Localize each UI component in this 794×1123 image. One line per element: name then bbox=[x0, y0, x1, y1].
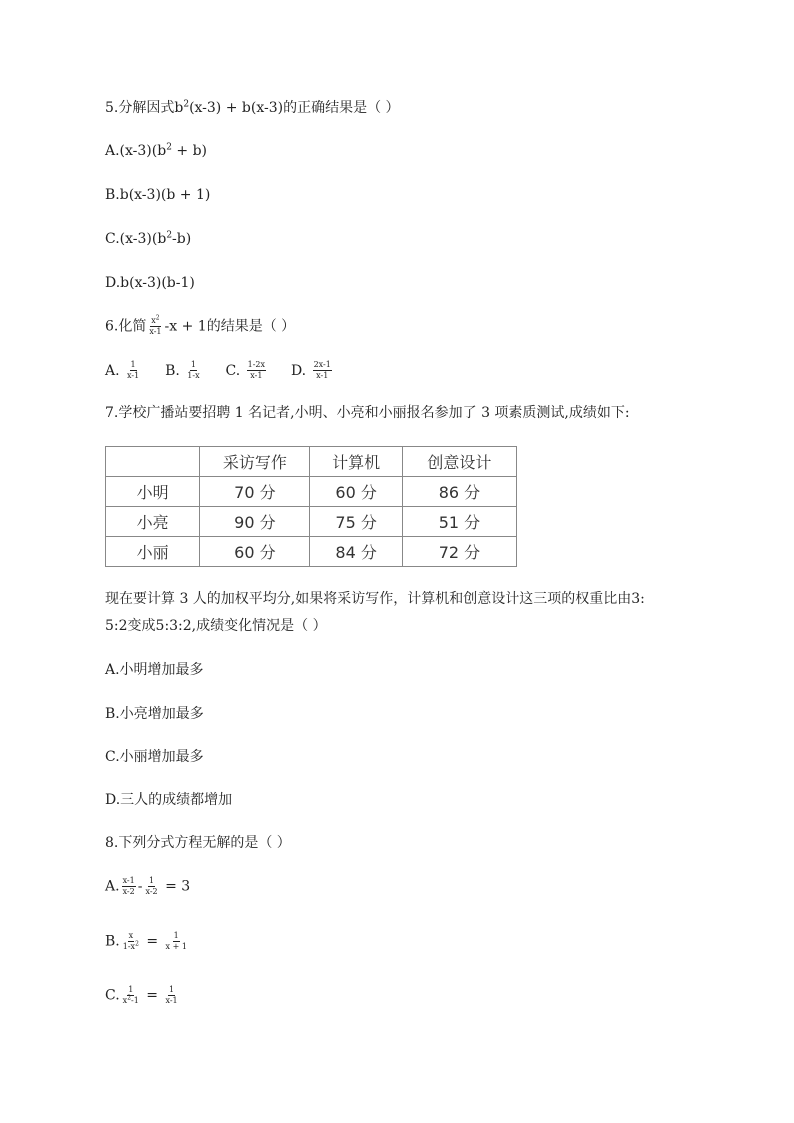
q6-option-d: D. $\frac{2x-1}{x-1}$ bbox=[290, 360, 331, 380]
q6-option-a: A. $\frac{1}{x-1}$ bbox=[105, 360, 140, 380]
q5-option-a: $A.(x-3)(b^2 + b)$ bbox=[105, 142, 207, 159]
table-header-cell: 创意设计 bbox=[402, 447, 516, 477]
q6-stem: 6.化简 $\frac{x^2}{x-1}$ -x + 1的结果是（ ） bbox=[105, 314, 296, 336]
table-header-cell: 采访写作 bbox=[200, 447, 310, 477]
table-cell: 小明 bbox=[106, 477, 200, 507]
q5-stem: 5.分解因式$b^2(x-3) + b(x-3)$的正确结果是（ ） bbox=[105, 99, 400, 116]
q5-option-d: D.b(x-3)(b-1) bbox=[105, 275, 195, 291]
q5-option-c: $C.(x-3)(b^2-b)$ bbox=[105, 230, 192, 247]
q7-option-a: A.小明增加最多 bbox=[105, 662, 204, 678]
q8-option-c: C. $\frac{1}{x^2-1}$ = $\frac{1}{x-1}$ bbox=[105, 985, 178, 1005]
q7-stem: 7.学校广播站要招聘 1 名记者,小明、小亮和小丽报名参加了 3 项素质测试,成绩如下: bbox=[105, 405, 630, 421]
q7-option-d: D.三人的成绩都增加 bbox=[105, 792, 233, 808]
table-cell: 90 分 bbox=[200, 507, 310, 537]
table-cell: 84 分 bbox=[310, 537, 402, 567]
table-cell: 51 分 bbox=[402, 507, 516, 537]
q7-paragraph-line2: 5:2变成5:3:2,成绩变化情况是（ ） bbox=[105, 618, 327, 634]
q6-options bbox=[105, 360, 334, 381]
table-cell: 小丽 bbox=[106, 537, 200, 567]
score-table bbox=[105, 446, 517, 567]
table-header-row bbox=[106, 447, 517, 477]
table-header-cell: 计算机 bbox=[310, 447, 402, 477]
table-row bbox=[106, 507, 517, 537]
q6-option-c: C. $\frac{1-2x}{x-1}$ bbox=[225, 360, 266, 380]
q7-option-c: C.小丽增加最多 bbox=[105, 749, 204, 765]
table-cell: 86 分 bbox=[402, 477, 516, 507]
table-row bbox=[106, 477, 517, 507]
q8-stem: 8.下列分式方程无解的是（ ） bbox=[105, 835, 291, 851]
table-header-cell bbox=[106, 447, 200, 477]
table-cell: 70 分 bbox=[200, 477, 310, 507]
q6-stem-fraction: $\frac{x^2}{x-1}$ bbox=[149, 314, 162, 336]
q7-option-b: B.小亮增加最多 bbox=[105, 706, 204, 722]
table-row bbox=[106, 537, 517, 567]
table-cell: 60 分 bbox=[200, 537, 310, 567]
table-cell: 72 分 bbox=[402, 537, 516, 567]
q8-option-b: B. $\frac{x}{1-x^2}$ = $\frac{1}{x + 1}$ bbox=[105, 931, 187, 951]
q8-option-a: A. $\frac{x-1}{x-2}$ - $\frac{1}{x-2}$ = 3 bbox=[105, 876, 191, 896]
q6-option-b: B. $\frac{1}{1-x}$ bbox=[165, 360, 200, 380]
q7-paragraph-line1: 现在要计算 3 人的加权平均分,如果将采访写作，计算机和创意设计这三项的权重比由3: bbox=[105, 591, 645, 607]
q5-option-b: B.b(x-3)(b + 1) bbox=[105, 187, 211, 203]
table-cell: 75 分 bbox=[310, 507, 402, 537]
table-cell: 小亮 bbox=[106, 507, 200, 537]
table-cell: 60 分 bbox=[310, 477, 402, 507]
